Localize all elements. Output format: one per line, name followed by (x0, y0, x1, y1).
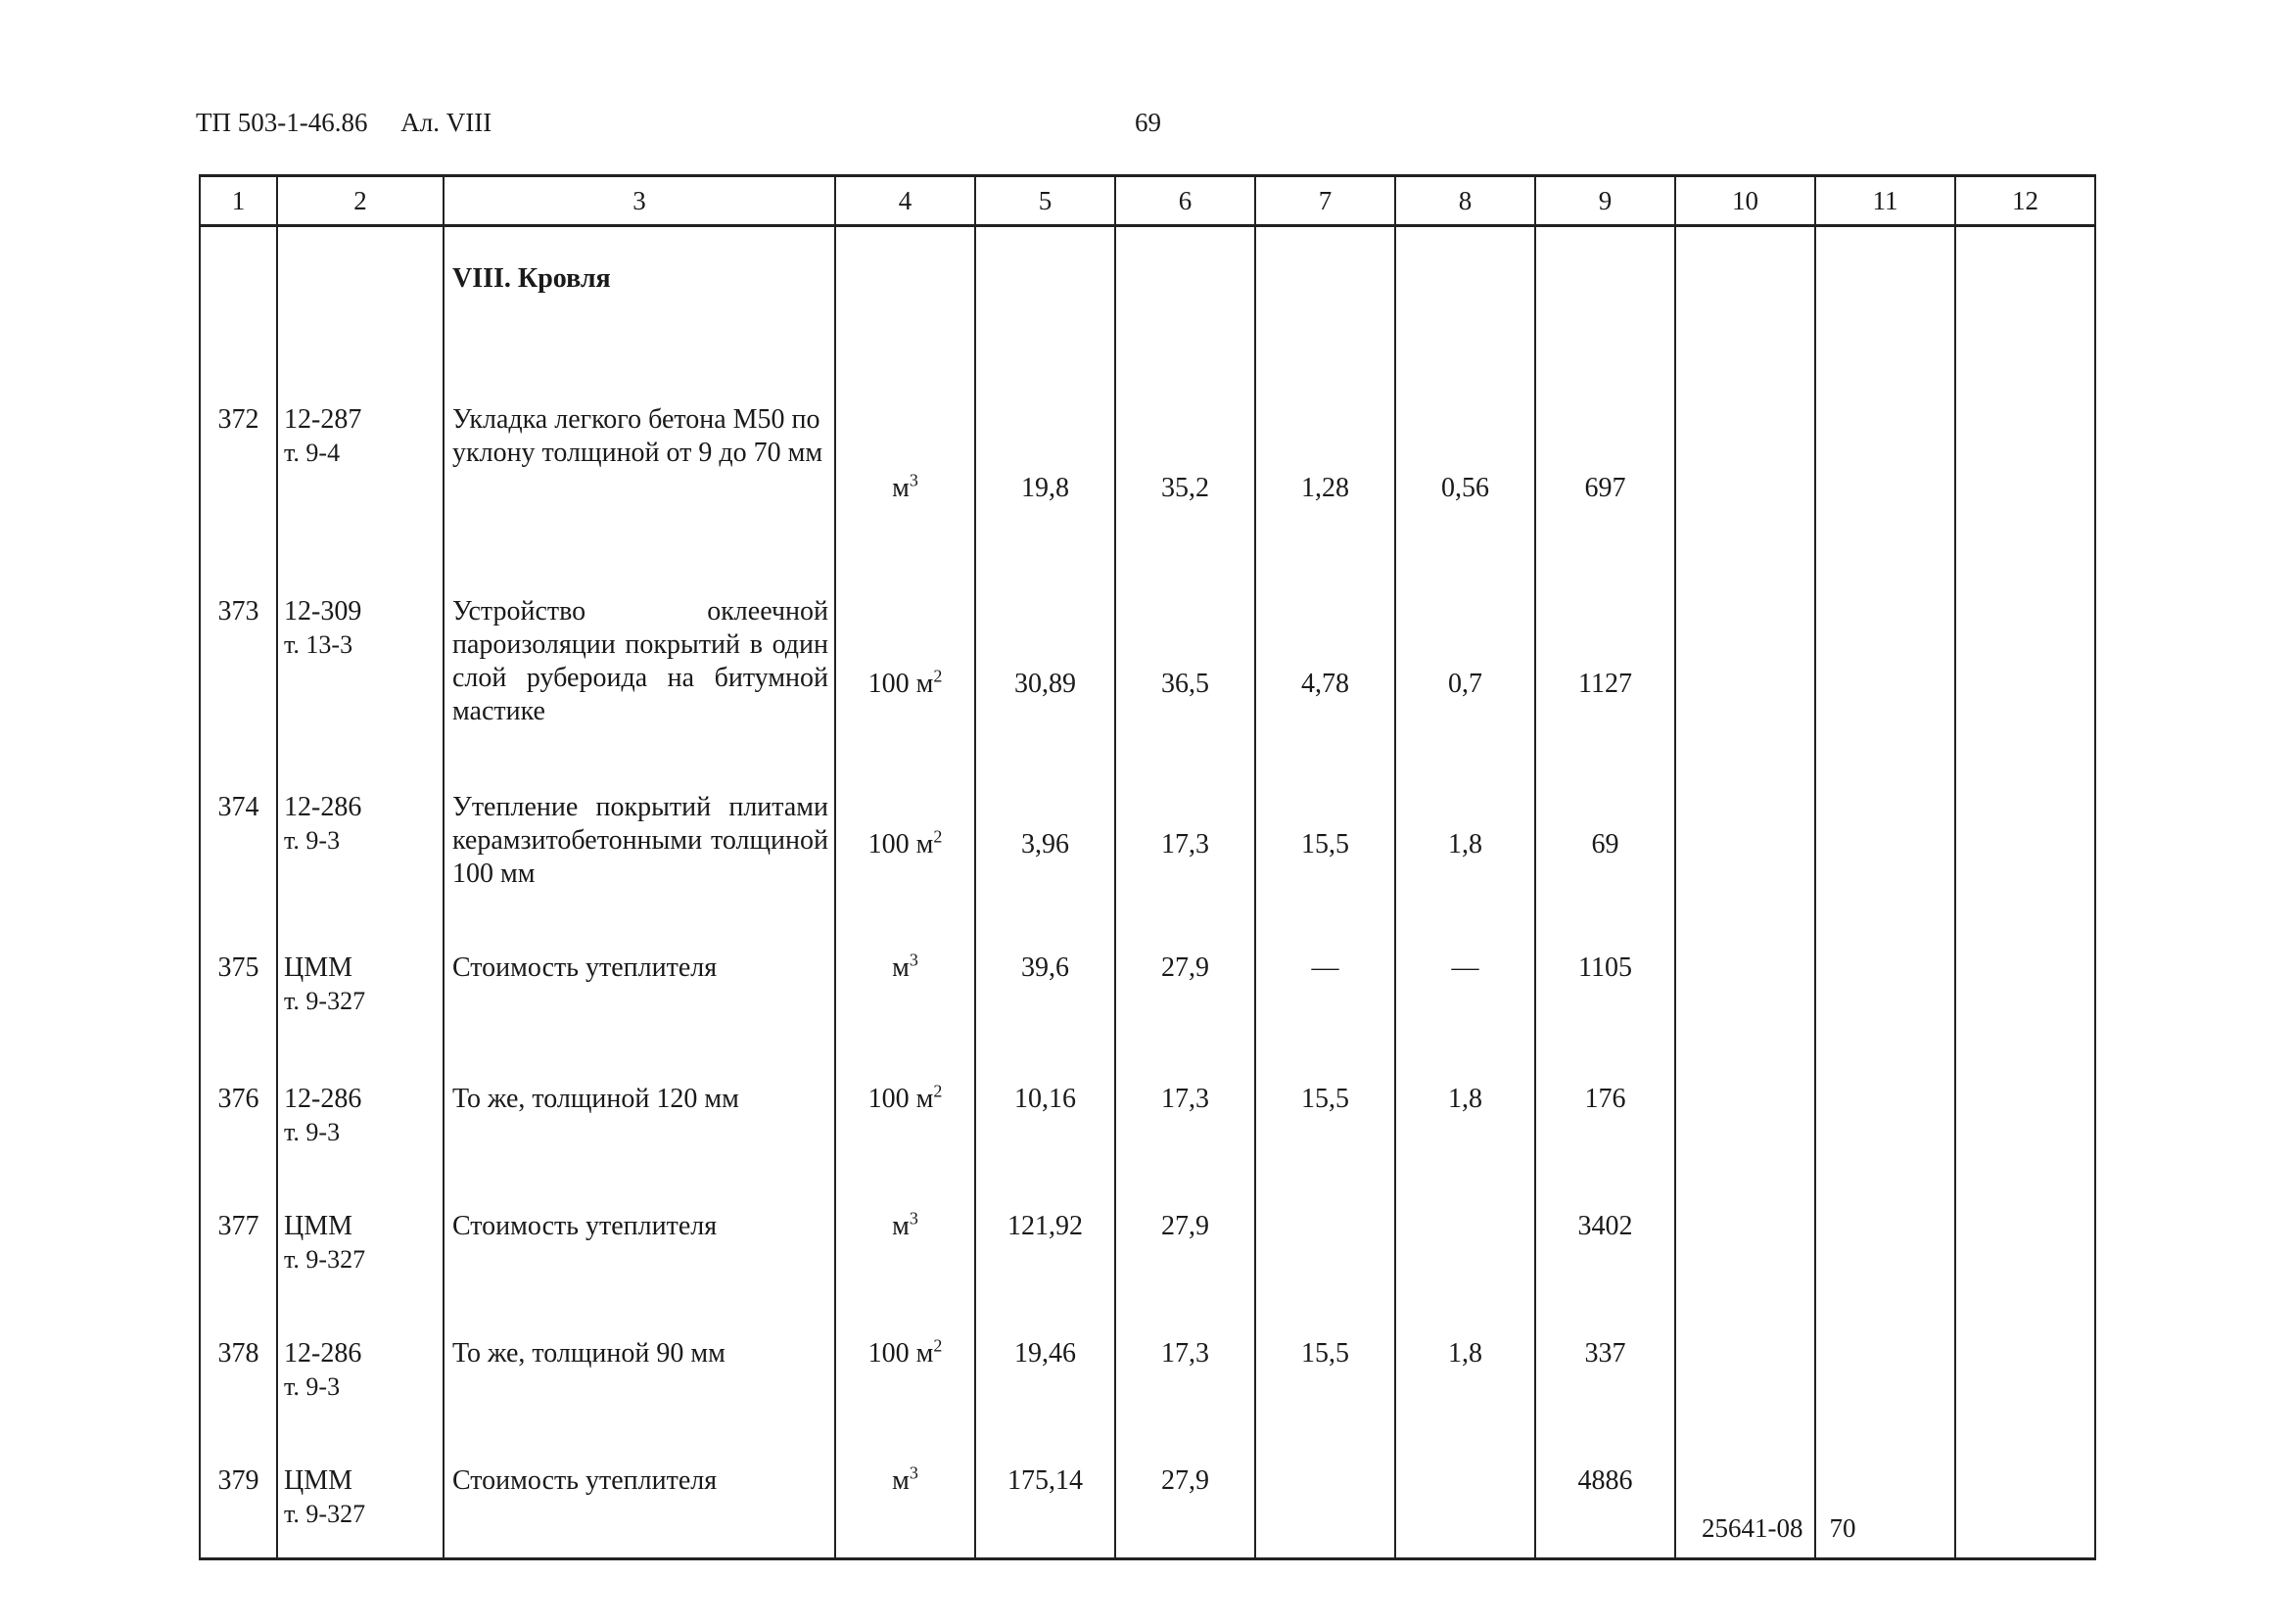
unit-exponent: 2 (933, 826, 943, 847)
quantity: 175,14 (975, 1425, 1115, 1558)
unit-cell (835, 1171, 975, 1298)
norm-reference (277, 1298, 444, 1425)
document-header (196, 110, 491, 136)
table-row (200, 752, 2095, 912)
norm-table-ref: т. 9-4 (284, 439, 341, 467)
work-description: То же, толщиной 90 мм (444, 1298, 835, 1425)
norm-table-ref: т. 9-3 (284, 1118, 341, 1146)
col-header: 11 (1815, 176, 1955, 226)
col-7-value: 15,5 (1255, 1044, 1395, 1171)
norm-table-ref: т. 9-327 (284, 1500, 366, 1528)
col-7-value (1255, 1171, 1395, 1298)
work-description: Стоимость утеплителя (444, 912, 835, 1044)
norm-reference (277, 1044, 444, 1171)
unit-cell (835, 556, 975, 752)
norm-code: 12-286 (284, 792, 362, 822)
doc-code: ТП 503-1-46.86 (196, 108, 368, 137)
col-8-value (1395, 1425, 1535, 1558)
page-number: 69 (1135, 108, 1161, 137)
col-8-value: 1,8 (1395, 1044, 1535, 1171)
col-11-cell (1815, 912, 1955, 1044)
norm-code: ЦММ (284, 1465, 353, 1496)
work-description: Стоимость утеплителя (444, 1425, 835, 1558)
section-row (200, 226, 2095, 365)
unit-exponent: 2 (933, 1081, 943, 1101)
section-title: VIII. Кровля (444, 226, 835, 365)
col-7-value: — (1255, 912, 1395, 1044)
col-header: 1 (200, 176, 277, 226)
total-cost: 1105 (1535, 912, 1675, 1044)
col-10-cell (1675, 1298, 1815, 1425)
row-number: 375 (200, 912, 277, 1044)
norm-reference (277, 912, 444, 1044)
unit-exponent: 2 (933, 1335, 943, 1356)
row-number: 376 (200, 1044, 277, 1171)
col-header: 7 (1255, 176, 1395, 226)
col-12-cell (1955, 1298, 2095, 1425)
col-header: 6 (1115, 176, 1255, 226)
col-11-cell (1815, 1171, 1955, 1298)
col-header: 9 (1535, 176, 1675, 226)
total-cost: 4886 (1535, 1425, 1675, 1558)
col-header: 3 (444, 176, 835, 226)
col-header: 12 (1955, 176, 2095, 226)
work-description: Утепление покрытий плитами керамзитобетонными толщиной 100 мм (444, 752, 835, 912)
total-cost: 176 (1535, 1044, 1675, 1171)
unit-cell (835, 912, 975, 1044)
col-10-cell (1675, 1044, 1815, 1171)
unit-cost: 36,5 (1115, 556, 1255, 752)
norm-code: 12-286 (284, 1084, 362, 1114)
quantity: 3,96 (975, 752, 1115, 912)
norm-code: 12-309 (284, 596, 362, 626)
unit: 100 м (867, 1338, 934, 1369)
unit-cell (835, 1298, 975, 1425)
col-header: 10 (1675, 176, 1815, 226)
col-header: 8 (1395, 176, 1535, 226)
col-8-value: 1,8 (1395, 752, 1535, 912)
total-cost: 3402 (1535, 1171, 1675, 1298)
table-row (200, 1171, 2095, 1298)
column-number-row (200, 176, 2095, 226)
norm-reference (277, 364, 444, 556)
col-8-value: 0,56 (1395, 364, 1535, 556)
norm-reference (277, 752, 444, 912)
unit-exponent: 3 (909, 1208, 918, 1229)
col-12-cell (1955, 556, 2095, 752)
work-description: Укладка легкого бетона М50 по уклону толщиной от 9 до 70 мм (444, 364, 835, 556)
document-footer (1702, 1515, 1856, 1542)
unit: м (892, 473, 910, 503)
unit-exponent: 3 (909, 1462, 918, 1483)
row-number: 374 (200, 752, 277, 912)
norm-table-ref: т. 13-3 (284, 630, 353, 659)
album-label: Ал. VIII (400, 108, 492, 137)
table-row (200, 1298, 2095, 1425)
col-7-value: 1,28 (1255, 364, 1395, 556)
row-number: 372 (200, 364, 277, 556)
col-8-value: — (1395, 912, 1535, 1044)
row-number: 377 (200, 1171, 277, 1298)
unit-cell (835, 752, 975, 912)
unit-cost: 17,3 (1115, 752, 1255, 912)
norm-reference (277, 556, 444, 752)
col-10-cell (1675, 912, 1815, 1044)
col-12-cell (1955, 1425, 2095, 1558)
norm-table-ref: т. 9-3 (284, 1372, 341, 1401)
col-12-cell (1955, 752, 2095, 912)
unit-exponent: 2 (933, 666, 943, 686)
col-8-value: 0,7 (1395, 556, 1535, 752)
unit: 100 м (867, 669, 934, 699)
unit-cost: 27,9 (1115, 1171, 1255, 1298)
col-10-cell (1675, 364, 1815, 556)
row-number: 378 (200, 1298, 277, 1425)
col-12-cell (1955, 1171, 2095, 1298)
work-description: Устройство оклеечной пароизоляции покрытий в один слой рубероида на битумной мастике (444, 556, 835, 752)
work-description: Стоимость утеплителя (444, 1171, 835, 1298)
work-description: То же, толщиной 120 мм (444, 1044, 835, 1171)
col-8-value (1395, 1171, 1535, 1298)
norm-code: ЦММ (284, 952, 353, 983)
table-row (200, 364, 2095, 556)
col-7-value: 4,78 (1255, 556, 1395, 752)
total-cost: 69 (1535, 752, 1675, 912)
col-12-cell (1955, 912, 2095, 1044)
norm-code: 12-287 (284, 404, 362, 435)
col-12-cell (1955, 1044, 2095, 1171)
quantity: 10,16 (975, 1044, 1115, 1171)
norm-table-ref: т. 9-327 (284, 1245, 366, 1274)
norm-table-ref: т. 9-327 (284, 987, 366, 1015)
total-cost: 697 (1535, 364, 1675, 556)
col-11-cell (1815, 364, 1955, 556)
col-10-cell (1675, 752, 1815, 912)
col-11-cell (1815, 1298, 1955, 1425)
estimate-table (199, 174, 2096, 1560)
unit-cost: 17,3 (1115, 1044, 1255, 1171)
unit-exponent: 3 (909, 950, 918, 970)
col-12-cell (1955, 364, 2095, 556)
sheet-number: 70 (1829, 1513, 1856, 1543)
unit-cost: 27,9 (1115, 912, 1255, 1044)
norm-reference (277, 1171, 444, 1298)
unit-cost: 17,3 (1115, 1298, 1255, 1425)
col-11-cell (1815, 1044, 1955, 1171)
table-row (200, 1044, 2095, 1171)
row-number: 379 (200, 1425, 277, 1558)
total-cost: 1127 (1535, 556, 1675, 752)
col-header: 5 (975, 176, 1115, 226)
unit: м (892, 952, 910, 983)
quantity: 121,92 (975, 1171, 1115, 1298)
norm-code: ЦММ (284, 1211, 353, 1241)
row-number: 373 (200, 556, 277, 752)
quantity: 39,6 (975, 912, 1115, 1044)
norm-reference (277, 1425, 444, 1558)
col-10-cell (1675, 556, 1815, 752)
unit-cell (835, 364, 975, 556)
col-11-cell (1815, 752, 1955, 912)
unit-cell (835, 1044, 975, 1171)
norm-code: 12-286 (284, 1338, 362, 1369)
unit-cell (835, 1425, 975, 1558)
col-header: 2 (277, 176, 444, 226)
unit: м (892, 1465, 910, 1496)
col-11-cell (1815, 556, 1955, 752)
col-7-value: 15,5 (1255, 752, 1395, 912)
unit-cost: 35,2 (1115, 364, 1255, 556)
quantity: 19,46 (975, 1298, 1115, 1425)
quantity: 19,8 (975, 364, 1115, 556)
total-cost: 337 (1535, 1298, 1675, 1425)
col-10-cell (1675, 1171, 1815, 1298)
unit-cost: 27,9 (1115, 1425, 1255, 1558)
table-row (200, 556, 2095, 752)
col-7-value: 15,5 (1255, 1298, 1395, 1425)
quantity: 30,89 (975, 556, 1115, 752)
unit: 100 м (867, 829, 934, 859)
col-7-value (1255, 1425, 1395, 1558)
table-row (200, 912, 2095, 1044)
doc-number: 25641-08 (1702, 1513, 1803, 1543)
norm-table-ref: т. 9-3 (284, 826, 341, 855)
unit: м (892, 1211, 910, 1241)
unit-exponent: 3 (909, 470, 918, 490)
col-header: 4 (835, 176, 975, 226)
unit: 100 м (867, 1084, 934, 1114)
col-8-value: 1,8 (1395, 1298, 1535, 1425)
